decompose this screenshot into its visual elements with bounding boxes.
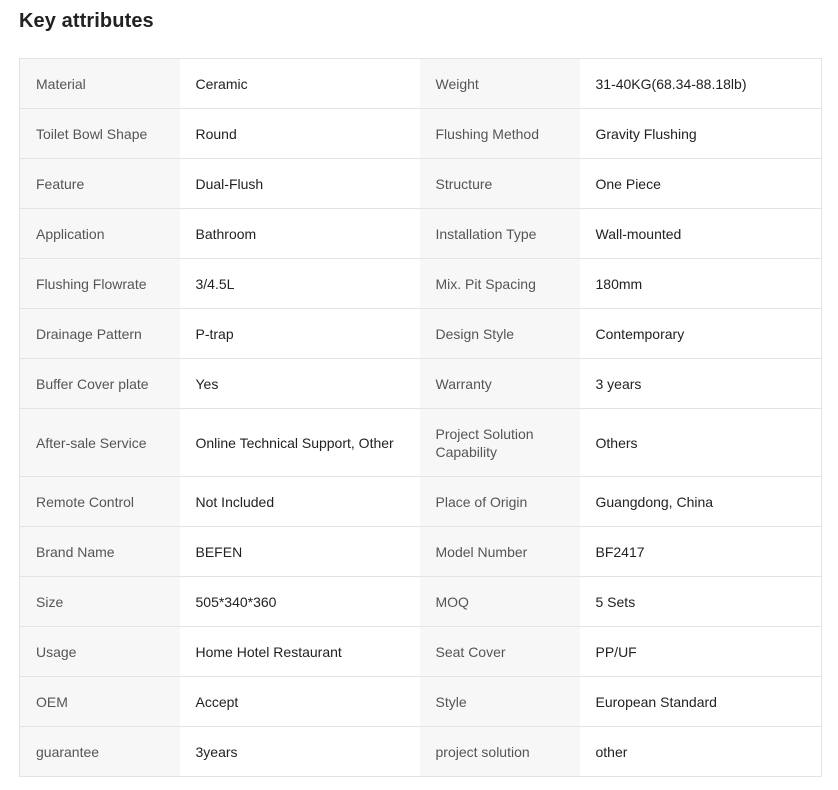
table-row (20, 577, 822, 627)
table-row (20, 209, 822, 259)
attribute-value: BF2417 (580, 527, 822, 577)
attribute-value: Others (580, 409, 822, 477)
attribute-label: Project Solution Capability (420, 409, 580, 477)
table-row (20, 159, 822, 209)
attribute-value: 31-40KG(68.34-88.18lb) (580, 59, 822, 109)
table-row (20, 359, 822, 409)
attribute-value: Guangdong, China (580, 477, 822, 527)
attribute-label: Weight (420, 59, 580, 109)
table-row (20, 409, 822, 477)
attribute-label: guarantee (20, 727, 180, 777)
attribute-value: 3 years (580, 359, 822, 409)
table-row (20, 627, 822, 677)
table-row (20, 677, 822, 727)
attribute-value: Bathroom (180, 209, 420, 259)
attribute-value: PP/UF (580, 627, 822, 677)
attribute-label: MOQ (420, 577, 580, 627)
attribute-value: 180mm (580, 259, 822, 309)
attribute-value: One Piece (580, 159, 822, 209)
attribute-value: Home Hotel Restaurant (180, 627, 420, 677)
attribute-value: P-trap (180, 309, 420, 359)
attribute-value: 5 Sets (580, 577, 822, 627)
attribute-value: Yes (180, 359, 420, 409)
attribute-label: Drainage Pattern (20, 309, 180, 359)
table-row (20, 309, 822, 359)
attribute-label: After-sale Service (20, 409, 180, 477)
attribute-label: Flushing Flowrate (20, 259, 180, 309)
attribute-value: European Standard (580, 677, 822, 727)
key-attributes-table (19, 58, 822, 777)
attribute-label: Remote Control (20, 477, 180, 527)
table-row (20, 59, 822, 109)
key-attributes-body (20, 59, 822, 777)
attribute-label: OEM (20, 677, 180, 727)
attribute-value: Round (180, 109, 420, 159)
attribute-value: Online Technical Support, Other (180, 409, 420, 477)
table-row (20, 727, 822, 777)
attribute-label: Material (20, 59, 180, 109)
attribute-value: Gravity Flushing (580, 109, 822, 159)
attribute-value: Not Included (180, 477, 420, 527)
attribute-label: Warranty (420, 359, 580, 409)
attribute-value: 3/4.5L (180, 259, 420, 309)
section-title: Key attributes (19, 10, 154, 32)
attribute-label: Size (20, 577, 180, 627)
attribute-label: Structure (420, 159, 580, 209)
attribute-label: Flushing Method (420, 109, 580, 159)
attribute-label: Design Style (420, 309, 580, 359)
attribute-value: 505*340*360 (180, 577, 420, 627)
attribute-value: Accept (180, 677, 420, 727)
attribute-label: Application (20, 209, 180, 259)
table-row (20, 527, 822, 577)
attribute-label: Installation Type (420, 209, 580, 259)
table-row (20, 259, 822, 309)
attribute-value: 3years (180, 727, 420, 777)
attribute-value: Ceramic (180, 59, 420, 109)
attribute-value: Contemporary (580, 309, 822, 359)
attribute-label: project solution (420, 727, 580, 777)
attribute-label: Style (420, 677, 580, 727)
attribute-value: Dual-Flush (180, 159, 420, 209)
attribute-label: Model Number (420, 527, 580, 577)
attribute-value: Wall-mounted (580, 209, 822, 259)
attribute-label: Feature (20, 159, 180, 209)
attribute-label: Brand Name (20, 527, 180, 577)
attribute-label: Buffer Cover plate (20, 359, 180, 409)
attribute-label: Usage (20, 627, 180, 677)
attribute-value: other (580, 727, 822, 777)
attribute-label: Mix. Pit Spacing (420, 259, 580, 309)
table-row (20, 477, 822, 527)
attribute-label: Place of Origin (420, 477, 580, 527)
table-row (20, 109, 822, 159)
attribute-label: Seat Cover (420, 627, 580, 677)
attribute-label: Toilet Bowl Shape (20, 109, 180, 159)
attribute-value: BEFEN (180, 527, 420, 577)
